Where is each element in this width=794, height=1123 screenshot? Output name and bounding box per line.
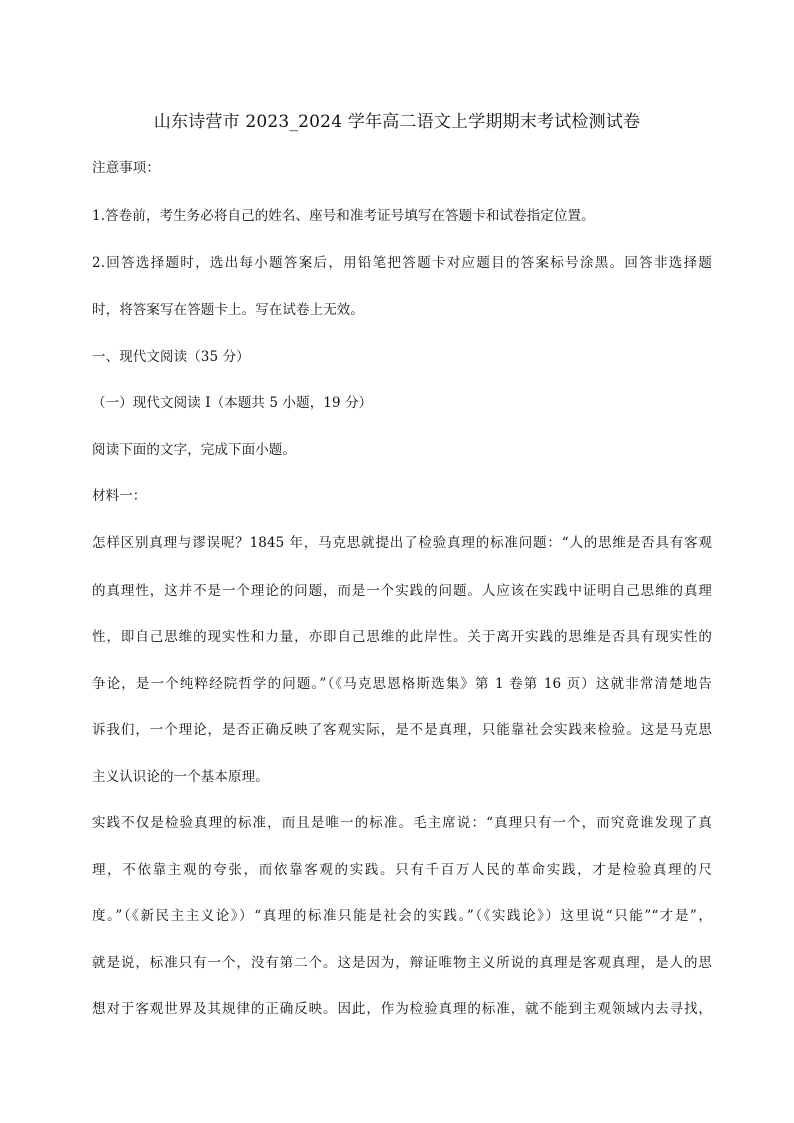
paragraph-line: 就是说，标准只有一个，没有第二个。这是因为，辩证唯物主义所说的真理是客观真理，是人的思 (92, 955, 712, 971)
paragraph-line: 的真理性，这并不是一个理论的问题，而是一个实践的问题。人应该在实践中证明自己思维的真理 (92, 583, 712, 599)
subsection-heading: （一）现代文阅读 I（本题共 5 小题，19 分） (92, 395, 373, 411)
paragraph-line: 主义认识论的一个基本原理。 (92, 769, 269, 785)
reading-instruction: 阅读下面的文字，完成下面小题。 (92, 442, 296, 458)
section-heading: 一、现代文阅读（35 分） (92, 349, 250, 365)
exam-title: 山东诗营市 2023_2024 学年高二语文上学期期末考试检测试卷 (153, 112, 641, 132)
paragraph-line: 性，即自己思维的现实性和力量，亦即自己思维的此岸性。关于离开实践的思维是否具有现实性的 (92, 629, 712, 645)
paragraph-line: 诉我们，一个理论，是否正确反映了客观实际，是不是真理，只能靠社会实践来检验。这是马克思 (92, 722, 712, 738)
paragraph-line: 实践不仅是检验真理的标准，而且是唯一的标准。毛主席说：“真理只有一个，而究竟谁发现了真 (92, 815, 712, 831)
paragraph-line: 争论，是一个纯粹经院哲学的问题。”（《马克思恩格斯选集》第 1 卷第 16 页）这就非常清楚地告 (92, 676, 712, 692)
notice-item-1: 1.答卷前，考生务必将自己的姓名、座号和准考证号填写在答题卡和试卷指定位置。 (92, 208, 595, 224)
paragraph-line: 度。”（《新民主主义论》）“真理的标准只能是社会的实践。”（《实践论》）这里说“只能”“才是”， (92, 908, 712, 924)
notice-item-2-line-1: 2.回答选择题时，选出每小题答案后，用铅笔把答题卡对应题目的答案标号涂黑。回答非选择题 (92, 255, 712, 271)
notice-heading: 注意事项： (92, 160, 160, 176)
material-label: 材料一： (92, 488, 147, 504)
notice-item-2-line-2: 时，将答案写在答题卡上。写在试卷上无效。 (92, 302, 364, 318)
paragraph-line: 怎样区别真理与谬误呢？1845 年，马克思就提出了检验真理的标准问题：“人的思维是否具有客观 (92, 535, 712, 551)
paragraph-line: 理，不依靠主观的夸张，而依靠客观的实践。只有千百万人民的革命实践，才是检验真理的尺 (92, 862, 712, 878)
paragraph-line: 想对于客观世界及其规律的正确反映。因此，作为检验真理的标准，就不能到主观领域内去寻找， (92, 1001, 712, 1017)
